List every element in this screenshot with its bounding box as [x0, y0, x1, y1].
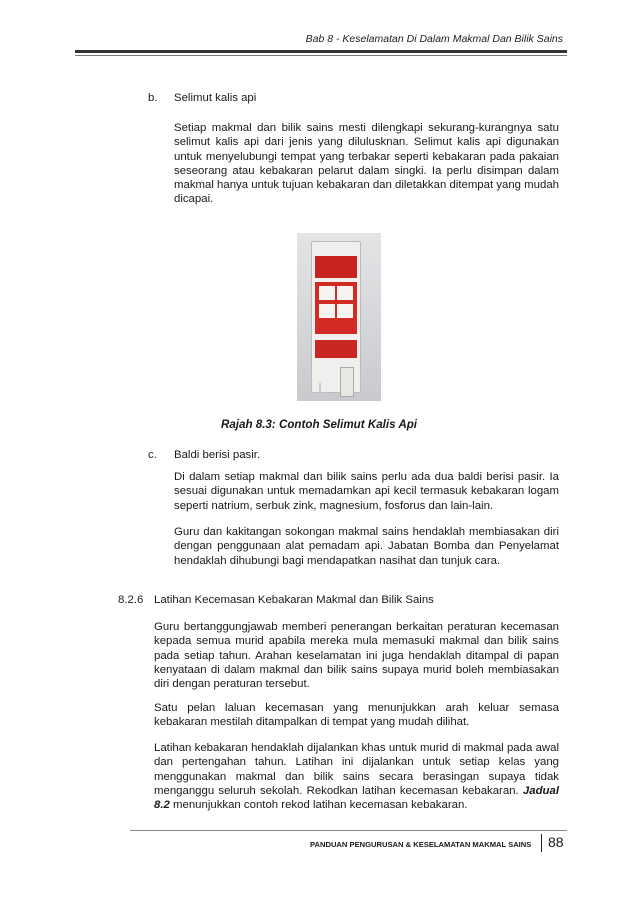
item-b-title: Selimut kalis api [174, 92, 257, 104]
section-title: Latihan Kecemasan Kebakaran Makmal dan Bilik Sains [154, 594, 434, 606]
section-paragraph-3 [154, 741, 559, 812]
item-c-paragraph-2: Guru dan kakitangan sokongan makmal sains hendaklah membiasakan diri dengan penggunaan alat pemadam api. Jabatan Bomba dan Penyelamat hendaklah dihubungi bagi mendapatkan nasihat dan tunjuk cara. [174, 526, 559, 567]
section-paragraph-3-main: Latihan kebakaran hendaklah dijalankan khas untuk murid di makmal pada awal dan pertengahan tahun. Latihan ini dijalankan untuk setiap kelas yang menggunakan makmal dan bilik sains secara berasingan supaya tidak menganggu seluruh sekolah. Rekodkan latihan kecemasan kebakaran. [154, 742, 559, 797]
table-reference: Jadual 8.2 [154, 784, 559, 812]
footer-separator [541, 834, 542, 852]
item-c-paragraph-1: Di dalam setiap makmal dan bilik sains perlu ada dua baldi berisi pasir. Ia sesuai digunakan untuk memadamkan api kecil termasuk kebakaran logam seperti natrium, serbuk zink, magnesium, fosforus dan lain-lain. [174, 471, 559, 512]
item-b-letter: b. [148, 92, 158, 104]
footer-label: PANDUAN PENGURUSAN & KESELAMATAN MAKMAL SAINS [310, 840, 532, 849]
chapter-header: Bab 8 - Keselamatan Di Dalam Makmal Dan Bilik Sains [305, 33, 563, 45]
item-c-letter: c. [148, 449, 157, 461]
footer-rule [130, 830, 567, 831]
section-number: 8.2.6 [118, 594, 144, 606]
section-paragraph-1: Guru bertanggungjawab memberi penerangan berkaitan peraturan kecemasan kepada semua murid apabila mereka mula memasuki makmal dan bilik sains pada setiap tahun. Arahan keselamatan ini juga hendaklah ditampal di papan kenyataan di dalam makmal dan bilik sains supaya murid boleh membiasakan diri dengan peraturan tersebut. [154, 621, 559, 691]
item-c-title: Baldi berisi pasir. [174, 449, 261, 461]
fire-blanket-photo [297, 233, 381, 401]
section-paragraph-3-tail: menunjukkan contoh rekod latihan kecemasan kebakaran. [169, 799, 468, 812]
item-b-paragraph: Setiap makmal dan bilik sains mesti dilengkapi sekurang-kurangnya satu selimut kalis api dari jenis yang dilulusknan. Selimut kalis api digunakan untuk menyelubungi tempat yang terbakar seperti kebakaran pada pakaian seseorang atau kebakaran pelarut dalam singki. Ia perlu disimpan dalam makmal hanya untuk tujuan kebakaran dan diletakkan ditempat yang mudah dicapai. [174, 122, 559, 206]
header-rule [75, 50, 567, 53]
section-paragraph-2: Satu pelan laluan kecemasan yang menunjukkan arah keluar semasa kebakaran mestilah ditampalkan di tempat yang mudah dilihat. [154, 702, 559, 729]
header-rule-thin [75, 55, 567, 56]
page-number: 88 [548, 834, 564, 850]
figure-caption: Rajah 8.3: Contoh Selimut Kalis Api [220, 418, 418, 431]
